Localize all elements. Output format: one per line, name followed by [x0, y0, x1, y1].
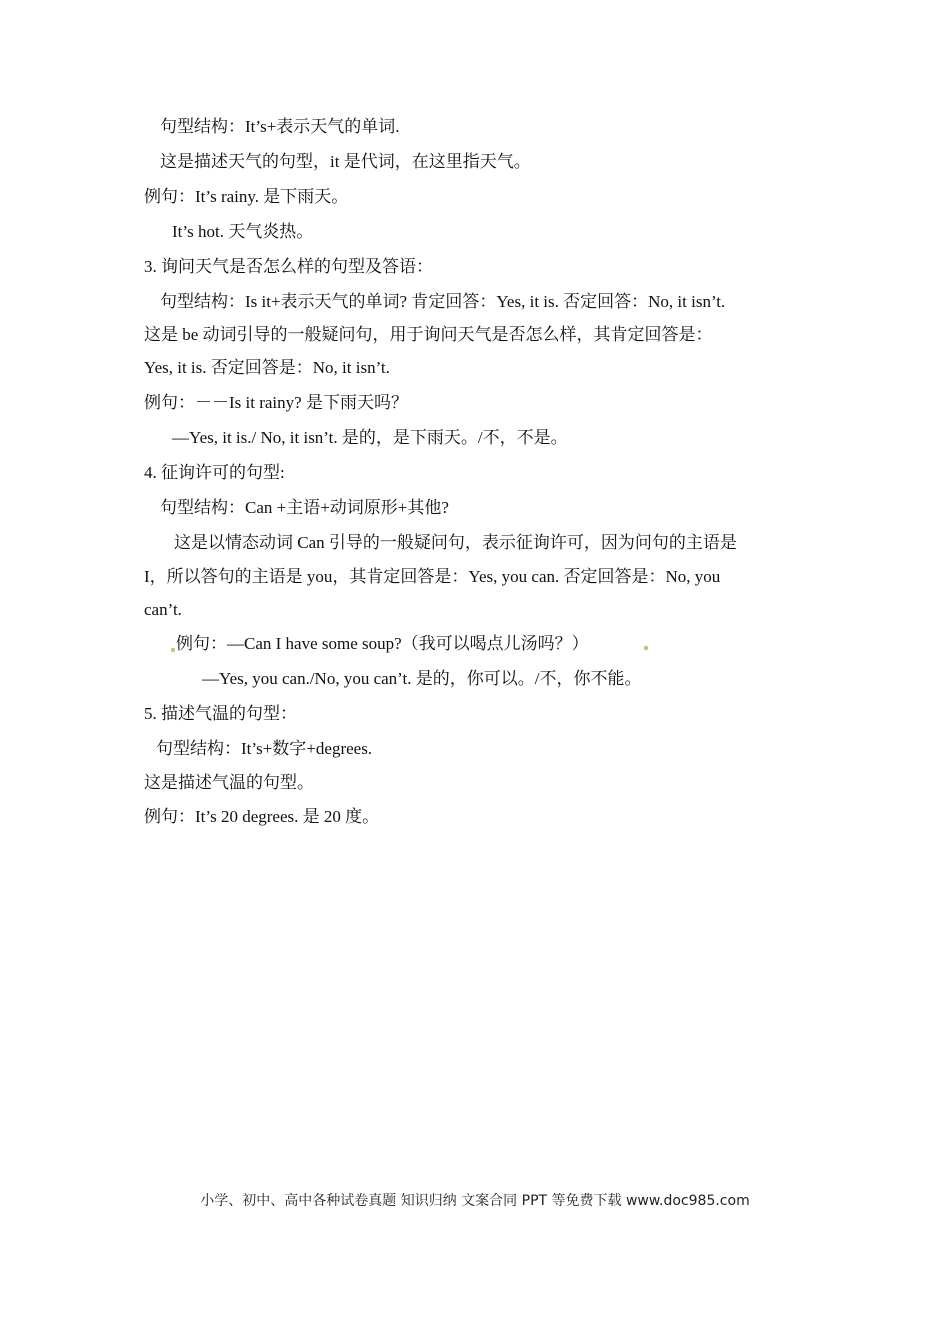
marker-dot-right	[644, 646, 648, 650]
marker-dot-left	[171, 648, 175, 652]
text-line-2: 这是描述天气的句型，it 是代词，在这里指天气。	[160, 152, 531, 171]
text-line-10: —Yes, it is./ No, it isn’t. 是的，是下雨天。/不，不是。	[172, 428, 568, 447]
text-line-13: 这是以情态动词 Can 引导的一般疑问句，表示征询许可，因为问句的主语是	[174, 533, 737, 552]
text-line-20: 这是描述气温的句型。	[144, 773, 314, 792]
page-footer: 小学、初中、高中各种试卷真题 知识归纳 文案合同 PPT 等免费下载 www.doc985.com	[200, 1193, 750, 1209]
text-line-14: I，所以答句的主语是 you，其肯定回答是：Yes, you can. 否定回答是：No, you	[144, 567, 721, 586]
text-line-19: 句型结构：It’s+数字+degrees.	[156, 739, 373, 758]
text-line-8: Yes, it is. 否定回答是：No, it isn’t.	[144, 358, 390, 377]
text-line-4: It’s hot. 天气炎热。	[172, 222, 314, 241]
text-line-7: 这是 be 动词引导的一般疑问句，用于询问天气是否怎么样，其肯定回答是：	[144, 325, 713, 344]
text-line-16: 例句：—Can I have some soup?（我可以喝点儿汤吗？）	[176, 634, 589, 653]
text-line-12: 句型结构：Can +主语+动词原形+其他?	[160, 498, 449, 517]
section-heading-5: 5. 描述气温的句型：	[144, 704, 297, 723]
text-line-15: can’t.	[144, 600, 182, 619]
text-line-9: 例句：－－Is it rainy? 是下雨天吗？	[144, 393, 408, 412]
text-line-6: 句型结构：Is it+表示天气的单词? 肯定回答：Yes, it is. 否定回答：No, it isn’t.	[160, 292, 726, 311]
text-line-17: —Yes, you can./No, you can’t. 是的，你可以。/不，你不能。	[202, 669, 642, 688]
section-heading-4: 4. 征询许可的句型:	[144, 463, 285, 482]
section-heading-3: 3. 询问天气是否怎么样的句型及答语：	[144, 257, 433, 276]
text-line-1: 句型结构：It’s+表示天气的单词.	[160, 117, 400, 136]
text-line-21: 例句：It’s 20 degrees. 是 20 度。	[144, 807, 380, 826]
text-line-3: 例句：It’s rainy. 是下雨天。	[144, 187, 349, 206]
